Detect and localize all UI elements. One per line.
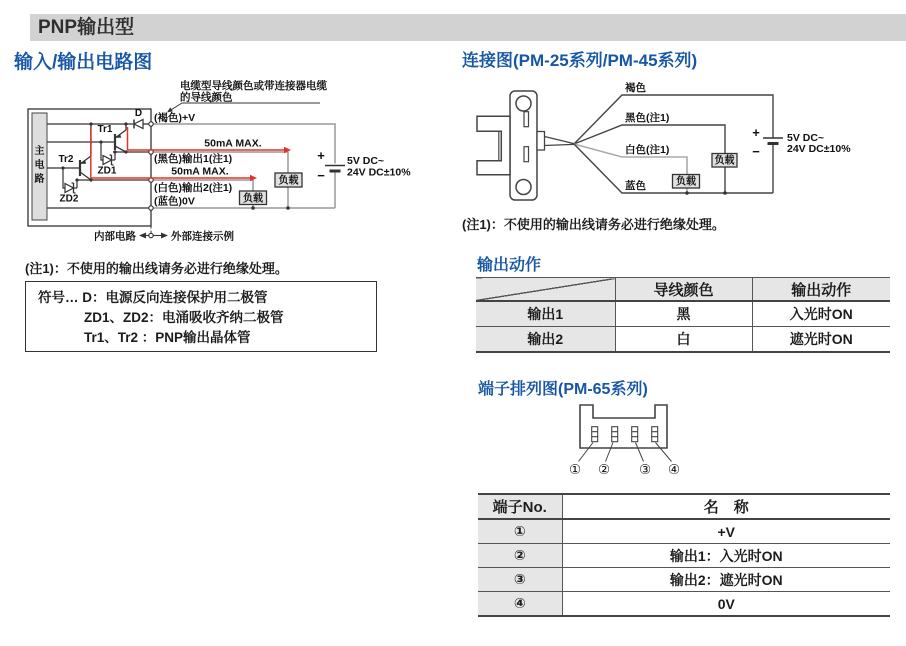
circuit-legend (94, 226, 234, 243)
terminal-no-cell: ① (478, 519, 562, 544)
terminal-no-cell: ③ (478, 568, 562, 592)
row-label: 输出1 (476, 301, 615, 327)
conn-load1-label: 负载 (714, 155, 735, 167)
wire-blue-label: (蓝色)0V (154, 195, 195, 208)
connection-heading: 连接图(PM-25系列/PM-45系列) (462, 51, 698, 70)
wire-color-cell: 黑 (615, 301, 752, 327)
pin-number-1: ① (568, 462, 582, 477)
main-circuit-char-2: 电 (34, 160, 45, 171)
wire-black (574, 125, 725, 193)
action-cell: 遮光时ON (752, 327, 890, 353)
action-cell: 入光时ON (752, 301, 890, 327)
terminal-no-cell: ② (478, 544, 562, 568)
mounting-hole-bottom (516, 180, 531, 195)
annotation-line1: 电缆型导线颜色或带连接器电缆 (180, 80, 327, 92)
legend-internal-label: 内部电路 (94, 230, 136, 243)
transistor-tr1 (97, 124, 126, 152)
conn-battery-symbol (752, 125, 851, 159)
pin-number-2: ② (597, 462, 611, 477)
conn-black-label: 黑色(注1) (625, 112, 670, 124)
current1-label: 50mA MAX. (204, 137, 262, 150)
col-header-terminal-no: 端子No. (478, 494, 562, 519)
col-header-action: 输出动作 (752, 278, 890, 302)
table-row (478, 519, 890, 544)
wire-white-label: (白色)输出2(注1) (154, 182, 233, 194)
protection-diode (134, 108, 143, 129)
load-box-1 (275, 173, 302, 187)
connection-diagram (462, 80, 902, 208)
io-circuit-note: (注1)：不使用的输出线请务必进行绝缘处理。 (25, 261, 288, 276)
pin-number-3: ③ (638, 462, 652, 477)
load2-label: 负载 (243, 193, 263, 205)
terminal-heading: 端子排列图(PM-65系列) (478, 381, 648, 398)
conn-supply-line2: 24V DC±10% (787, 143, 851, 155)
col-header-name: 名 称 (562, 494, 890, 519)
diagonal-corner-cell (476, 278, 615, 302)
main-circuit-char-3: 路 (34, 174, 45, 185)
battery-plus: + (317, 148, 325, 163)
pin-number-4: ④ (667, 462, 681, 477)
row-label: 输出2 (476, 327, 615, 353)
symbol-line3: Tr1、Tr2 ：PNP输出晶体管 (84, 330, 251, 345)
battery-symbol (317, 148, 411, 183)
cable-color-annotation (167, 80, 327, 112)
zd1-label: ZD1 (97, 165, 117, 177)
terminal-name-cell: 0V (562, 592, 890, 617)
diode-label: D (134, 108, 143, 119)
output-action-table (476, 277, 890, 353)
output-action-header-row (476, 278, 890, 302)
col-header-wire-color: 导线颜色 (615, 278, 752, 302)
cable-boot (537, 132, 545, 151)
load1-label: 负载 (278, 175, 299, 187)
wire-black-label: (黑色)输出1(注1) (154, 153, 233, 165)
terminal-no-cell: ④ (478, 592, 562, 617)
supply-voltage-line1: 5V DC~ (347, 155, 385, 167)
table-row (478, 544, 890, 568)
terminal-name-cell: 输出2：遮光时ON (562, 568, 890, 592)
optical-slit-top (524, 112, 529, 127)
main-circuit-char-1: 主 (34, 146, 45, 157)
wire-brown-label: (褐色)+V (154, 112, 196, 124)
terminal-name-cell: 输出1：入光时ON (562, 544, 890, 568)
conn-supply-line1: 5V DC~ (787, 132, 825, 144)
current2-label: 50mA MAX. (171, 165, 229, 178)
symbol-legend-box (25, 281, 377, 352)
terminal-header-row (478, 494, 890, 519)
supply-voltage-line2: 24V DC±10% (347, 166, 411, 179)
symbol-line2: ZD1、ZD2：电涌吸收齐纳二极管 (84, 310, 284, 325)
battery-minus: − (317, 168, 325, 183)
terminal-name-cell: +V (562, 519, 890, 544)
conn-white-label: 白色(注1) (625, 144, 670, 156)
section-header-bar (30, 14, 906, 41)
table-row (478, 568, 890, 592)
wire-color-cell: 白 (615, 327, 752, 353)
section-title: PNP输出型 (38, 17, 135, 38)
conn-battery-minus: − (752, 144, 760, 159)
photo-sensor-drawing (477, 91, 574, 200)
connection-note: (注1)：不使用的输出线请务必进行绝缘处理。 (462, 217, 725, 232)
terminal-table (478, 493, 890, 617)
conn-brown-label: 褐色 (625, 82, 646, 94)
zener-zd2 (60, 168, 79, 205)
conn-blue-label: 蓝色 (625, 180, 646, 192)
tr2-label: Tr2 (58, 154, 74, 165)
wire-brown (574, 95, 773, 144)
conn-load-box-2 (673, 175, 700, 189)
terminal-connector-drawing (555, 398, 695, 482)
symbol-line1: 符号… D：电源反向连接保护用二极管 (38, 290, 268, 305)
conn-battery-plus: + (752, 125, 760, 140)
legend-external-label: 外部连接示例 (171, 230, 234, 243)
table-row (476, 327, 890, 353)
optical-slit-bottom (524, 147, 529, 162)
table-row (476, 301, 890, 327)
mounting-hole-top (516, 96, 531, 111)
output-action-heading: 输出动作 (477, 257, 542, 274)
io-circuit-diagram (8, 80, 458, 252)
table-row (478, 592, 890, 617)
conn-load2-label: 负载 (676, 176, 696, 188)
tr1-label: Tr1 (97, 124, 113, 135)
io-circuit-heading: 输入/输出电路图 (14, 52, 153, 73)
annotation-line2: 的导线颜色 (180, 91, 233, 104)
zd2-label: ZD2 (59, 193, 79, 205)
load-box-2 (240, 191, 267, 205)
conn-load-box-1 (712, 154, 737, 168)
